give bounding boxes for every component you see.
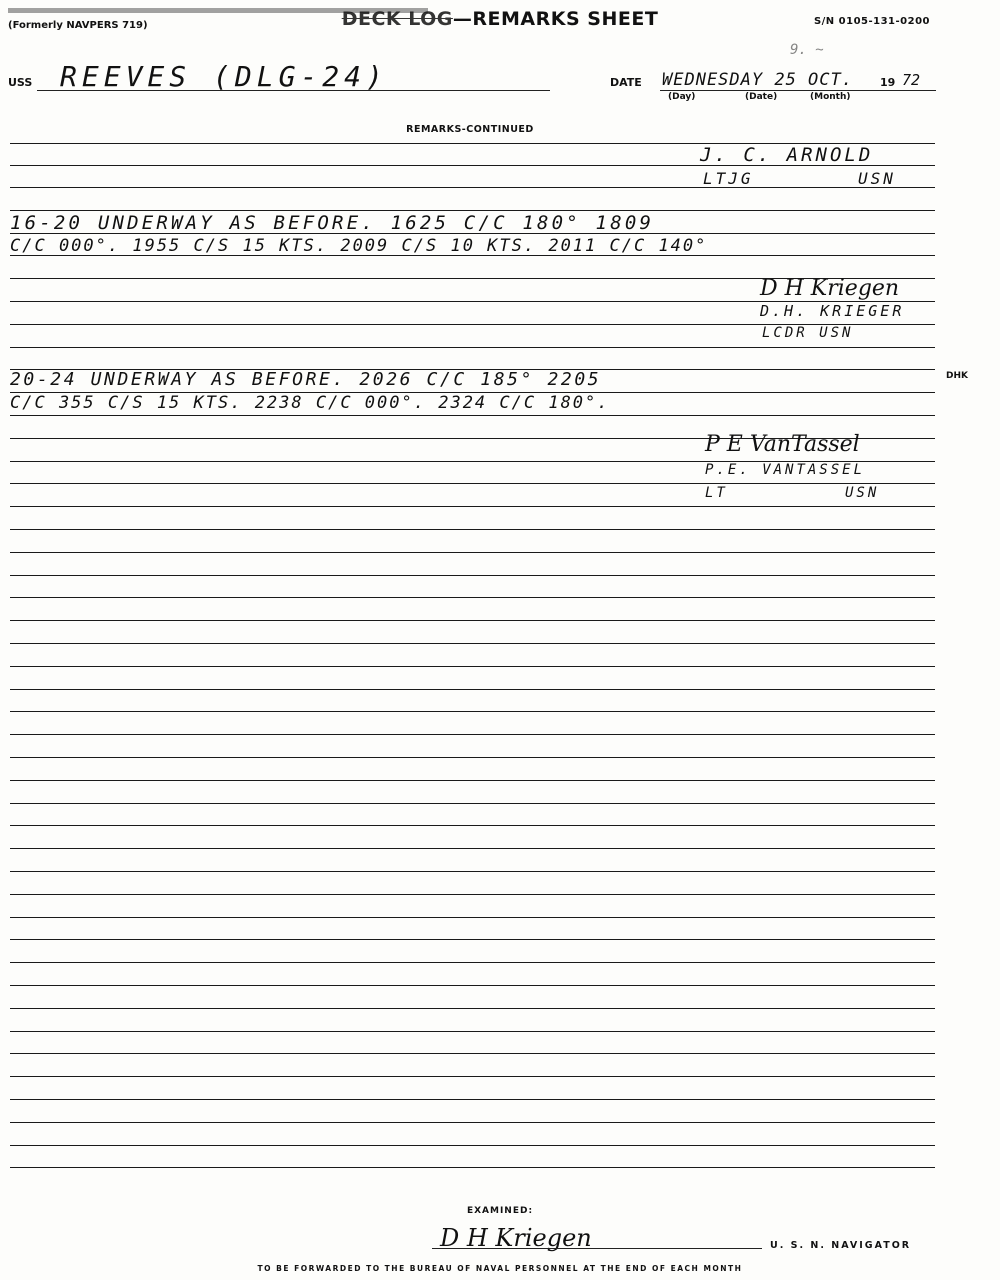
ruled-line — [10, 917, 935, 918]
ruled-line — [10, 1167, 935, 1168]
ruled-line — [10, 1099, 935, 1100]
ruled-line — [10, 1145, 935, 1146]
signer-service: USN — [858, 169, 896, 188]
ruled-line — [10, 803, 935, 804]
ruled-line — [10, 985, 935, 986]
ruled-line — [10, 620, 935, 621]
ruled-line — [10, 643, 935, 644]
signer-name: D.H. KRIEGER — [760, 302, 905, 320]
stock-number: S/N 0105-131-0200 — [813, 16, 930, 27]
date-label: DATE — [610, 76, 642, 89]
ruled-line — [10, 529, 935, 530]
ruled-line — [10, 415, 935, 416]
year-value: 72 — [902, 71, 921, 89]
signer-service: USN — [845, 485, 880, 501]
month-sublabel: (Month) — [810, 92, 851, 102]
ruled-line — [10, 483, 935, 484]
log-line: 20-24 UNDERWAY AS BEFORE. 2026 C/C 185° 2205 — [10, 369, 602, 390]
ruled-line — [10, 848, 935, 849]
ruled-line — [10, 666, 935, 667]
signer-rank: LT — [705, 485, 728, 501]
ruled-line — [10, 757, 935, 758]
ruled-line — [10, 962, 935, 963]
ruled-line — [10, 552, 935, 553]
remarks-header: REMARKS-CONTINUED — [406, 124, 534, 135]
margin-initials: DHK — [946, 371, 968, 381]
ruled-line — [10, 575, 935, 576]
examined-label: EXAMINED: — [466, 1206, 534, 1216]
sheet-title-remarks: —REMARKS SHEET — [452, 8, 659, 30]
signer-rank: LCDR USN — [762, 325, 854, 341]
ruled-line — [10, 1031, 935, 1032]
ruled-line — [10, 1053, 935, 1054]
ruled-line — [10, 506, 935, 507]
sheet-title-log: DECK LOG — [341, 8, 453, 30]
navigator-signature: D H Kriegen — [440, 1224, 592, 1252]
navigator-signature-line — [432, 1248, 762, 1249]
ruled-line — [10, 734, 935, 735]
signature: D H Kriegen — [760, 276, 900, 301]
ruled-line — [10, 597, 935, 598]
ruled-line — [10, 939, 935, 940]
log-line: 16-20 UNDERWAY AS BEFORE. 1625 C/C 180° 1809 — [10, 212, 655, 234]
form-former-number: (Formerly NAVPERS 719) — [8, 20, 148, 31]
ruled-line — [10, 894, 935, 895]
signer-name: P.E. VANTASSEL — [705, 462, 866, 478]
navigator-label: U. S. N. NAVIGATOR — [770, 1240, 912, 1251]
signer-rank: LTJG — [703, 169, 754, 188]
ruled-line — [10, 1076, 935, 1077]
ruled-line — [10, 187, 935, 188]
day-sublabel: (Day) — [668, 92, 696, 102]
log-line: C/C 355 C/S 15 KTS. 2238 C/C 000°. 2324 C/C 180°. — [10, 393, 610, 413]
year-prefix: 19 — [880, 76, 896, 89]
uss-label: USS — [8, 76, 33, 89]
log-line: C/C 000°. 1955 C/S 15 KTS. 2009 C/S 10 KTS. 2011 C/C 140° — [10, 236, 708, 256]
ship-name: REEVES (DLG-24) — [60, 60, 388, 93]
ruled-line — [10, 210, 935, 211]
ruled-line — [10, 347, 935, 348]
margin-scribble: 9. ~ — [790, 42, 824, 58]
forwarding-instruction: TO BE FORWARDED TO THE BUREAU OF NAVAL PERSONNEL AT THE END OF EACH MONTH — [257, 1264, 743, 1273]
date-sublabel: (Date) — [745, 92, 778, 102]
date-field-line — [660, 90, 936, 91]
signature: P E VanTassel — [705, 432, 860, 457]
ruled-line — [10, 780, 935, 781]
ruled-line — [10, 711, 935, 712]
signer-name: J. C. ARNOLD — [700, 144, 874, 166]
date-value: WEDNESDAY 25 OCT. — [662, 70, 853, 90]
ruled-line — [10, 1122, 935, 1123]
ruled-line — [10, 825, 935, 826]
ruled-line — [10, 1008, 935, 1009]
ruled-line — [10, 871, 935, 872]
ruled-line — [10, 689, 935, 690]
